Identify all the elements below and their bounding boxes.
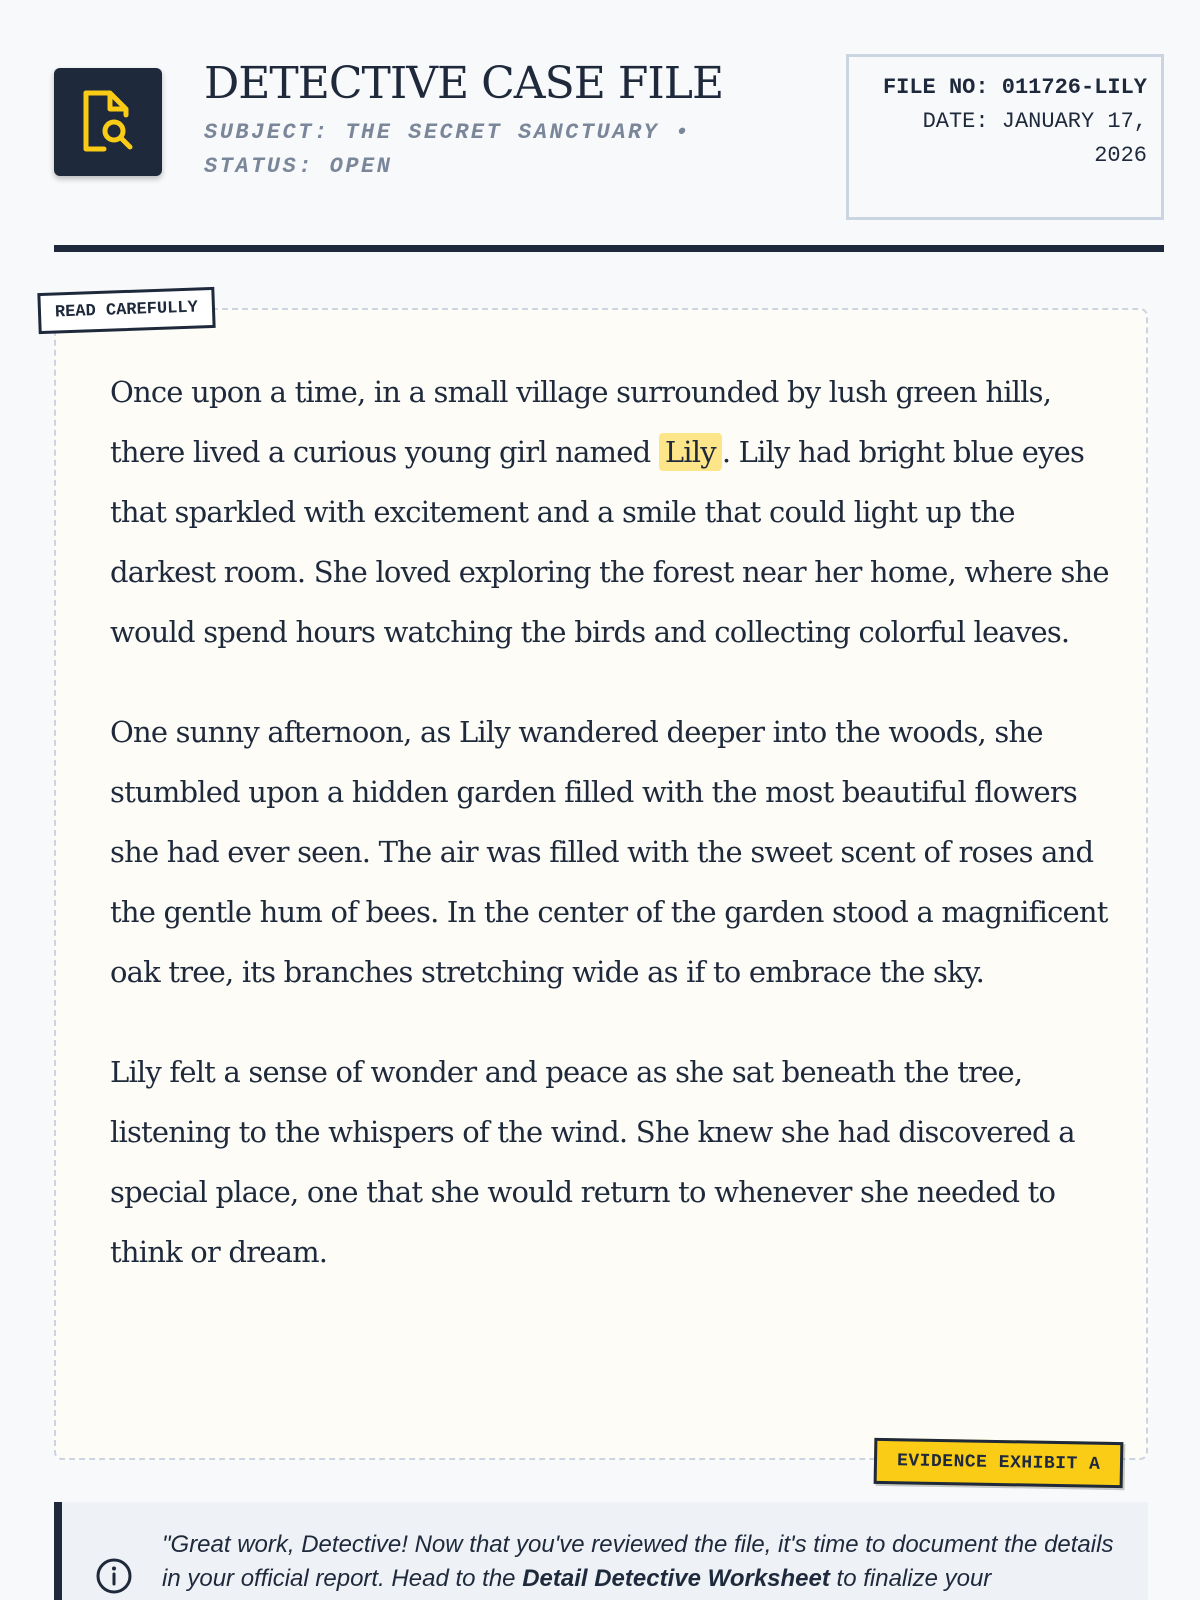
- story-text: [110, 362, 1115, 1282]
- header-divider: [54, 245, 1164, 252]
- story-paragraph-1: [110, 362, 1115, 662]
- worksheet-link[interactable]: Detail Detective Worksheet: [522, 1565, 830, 1592]
- story-paragraph-3: Lily felt a sense of wonder and peace as she sat beneath the tree, listening to the whispers of the wind. She knew she had discovered a special place, one that she would return to whenever she needed to think or dream.: [110, 1055, 1075, 1269]
- paragraph-1-end: . Lily had bright blue eyes that sparkled with excitement and a smile that could light up the darkest room. She loved exploring the forest near her home, where she would spend hours watching the birds and collecting colorful leaves.: [110, 435, 1109, 649]
- instruction-note: [54, 1502, 1148, 1600]
- case-file-header: [54, 54, 1164, 254]
- story-paragraph-2: One sunny afternoon, as Lily wandered deeper into the woods, she stumbled upon a hidden garden filled with the most beautiful flowers she had ever seen. The air was filled with the sweet scent of roses and the gentle hum of bees. In the center of the garden stood a magnificent oak tree, its branches stretching wide as if to embrace the sky.: [110, 715, 1108, 989]
- note-text-end: to finalize your: [829, 1565, 992, 1592]
- note-text-start: "Great work, Detective! Now that you've reviewed the file, it's time to document the details in your official report. Head to the: [162, 1531, 1114, 1592]
- file-info-box: [846, 54, 1164, 220]
- info-icon: [94, 1556, 134, 1596]
- note-text: [162, 1528, 1137, 1596]
- title-block: [204, 54, 784, 184]
- page-title: DETECTIVE CASE FILE: [204, 58, 724, 109]
- file-date: DATE: JANUARY 17, 2026: [922, 109, 1147, 168]
- case-subtitle: SUBJECT: THE SECRET SANCTUARY • STATUS: OPEN: [204, 120, 691, 179]
- file-search-icon: [78, 89, 138, 155]
- evidence-exhibit-tag: EVIDENCE EXHIBIT A: [874, 1438, 1124, 1488]
- read-carefully-tag: READ CAREFULLY: [37, 287, 215, 334]
- paragraph-1-start: Once upon a time, in a small village surrounded by lush green hills, there lived a curious young girl named: [110, 375, 1052, 469]
- file-number: FILE NO: 011726-LILY: [882, 75, 1147, 100]
- logo-badge: [54, 68, 162, 176]
- highlighted-name: Lily: [659, 433, 722, 471]
